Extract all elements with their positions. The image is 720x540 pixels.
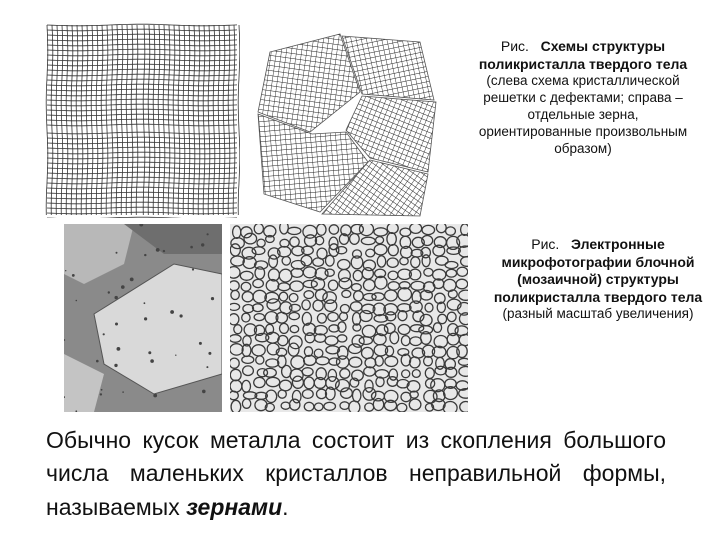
body-period: . <box>282 493 289 520</box>
caption-title: Схемы структуры поликристалла твердого тела <box>478 38 688 72</box>
caption-note: (разный масштаб увеличения) <box>502 306 694 321</box>
caption-figure-schemes <box>472 38 694 157</box>
caption-figure-micrographs <box>480 236 716 323</box>
caption-prefix: Рис. <box>531 236 560 252</box>
caption-prefix: Рис. <box>500 38 529 54</box>
body-paragraph <box>46 424 666 524</box>
oriented-grains-figure <box>250 22 446 218</box>
term-grains: зернами <box>186 493 283 520</box>
lattice-defects-figure <box>44 22 240 218</box>
caption-title: Электронные микрофотографии блочной (мозаичной) структуры поликристалла твердого тела <box>493 236 703 305</box>
body-text: Обычно кусок металла состоит из скопления большого числа маленьких кристаллов неправильной формы, называемых <box>46 427 666 520</box>
electron-micrograph-large-scale <box>64 224 222 412</box>
caption-note: (слева схема кристаллической решетки с дефектами; справа – отдельные зерна, ориентированные произвольным образом) <box>478 73 688 156</box>
electron-micrograph-fine-scale <box>230 224 468 412</box>
